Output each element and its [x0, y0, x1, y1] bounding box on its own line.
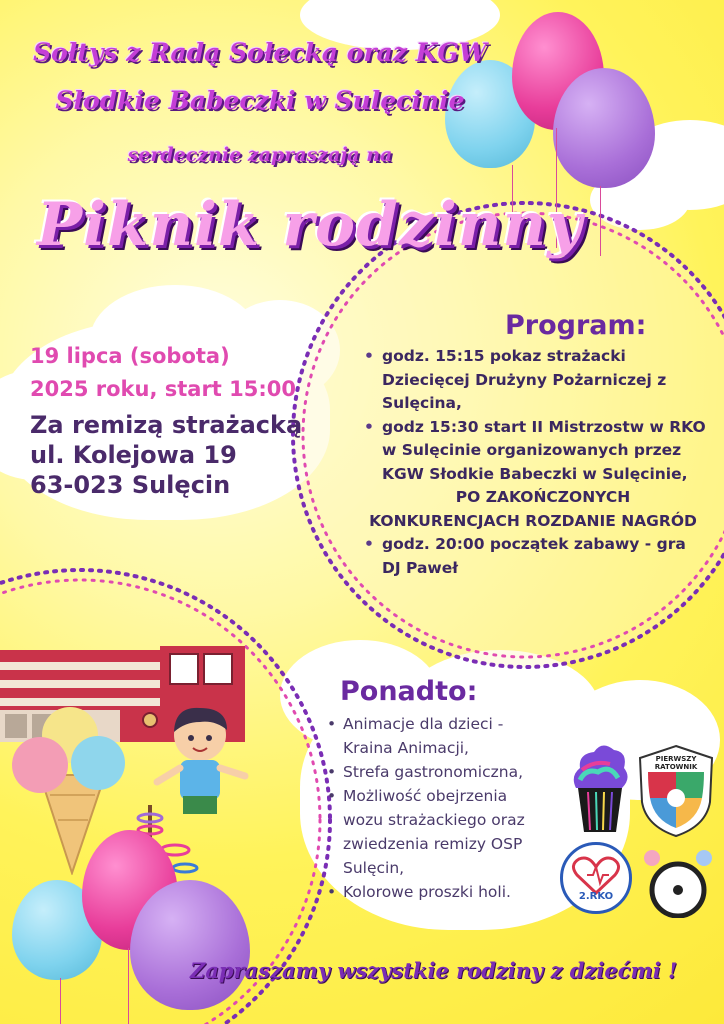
program-list: [348, 345, 718, 486]
cupcake-logo-icon: [566, 740, 632, 836]
kraina-animacji-logo-icon: [640, 846, 716, 918]
first-aid-logo-text: PIERWSZY RATOWNIK: [654, 755, 698, 771]
extras-item-3: • Możliwość obejrzenia wozu strażackiego oraz zwiedzenia remizy OSP Sulęcin,: [325, 784, 570, 880]
extras-item-1: • Animacje dla dzieci - Kraina Animacji,: [325, 712, 570, 760]
program-heading: Program:: [505, 310, 647, 341]
event-date: 19 lipca (sobota): [30, 344, 230, 368]
extras-heading: Ponadto:: [340, 676, 478, 707]
organizer-line-1: Sołtys z Radą Sołecką oraz KGW: [33, 38, 487, 67]
extras-list: [325, 712, 570, 904]
extras-item-2: • Strefa gastronomiczna,: [325, 760, 570, 784]
event-place: Za remizą strażacką: [30, 411, 303, 439]
first-aid-logo: [636, 742, 716, 838]
event-year-start: 2025 roku, start 15:00: [30, 377, 297, 401]
organizer-line-2: Słodkie Babeczki w Sulęcinie: [55, 86, 465, 115]
event-postcode: 63-023 Sulęcin: [30, 471, 231, 499]
rko-logo: [560, 842, 632, 914]
program-item-1: • godz. 15:15 pokaz strażacki Dziecięcej Drużyny Pożarniczej z Sulęcina,: [362, 345, 718, 416]
program-item-3: • godz. 20:00 początek zabawy - gra DJ Paweł: [362, 533, 718, 580]
rko-logo-text: 2.RKO: [578, 891, 614, 902]
program-item-2: • godz 15:30 start II Mistrzostw w RKO w Sulęcinie organizowanych przez KGW Słodkie Babeczki w Sulęcinie,: [362, 416, 718, 487]
invitation-line: serdecznie zapraszają na: [127, 144, 393, 166]
balloon-string: [128, 948, 129, 1024]
balloon-string: [60, 978, 61, 1024]
balloon-string: [600, 186, 601, 256]
event-street: ul. Kolejowa 19: [30, 441, 237, 469]
program-awards-line-2: KONKURENCJACH ROZDANIE NAGRÓD: [369, 511, 697, 530]
program-awards-line-1: PO ZAKOŃCZONYCH: [455, 488, 631, 506]
program-section: [348, 345, 718, 580]
footer-invitation: Zapraszamy wszystkie rodziny z dziećmi !: [190, 958, 678, 983]
balloon-purple-icon: [130, 880, 250, 1010]
event-title: Piknik rodzinny: [37, 190, 583, 260]
extras-item-4: • Kolorowe proszki holi.: [325, 880, 570, 904]
event-info: [30, 340, 320, 500]
extras-section: [325, 712, 570, 904]
balloon-purple-icon: [553, 68, 655, 188]
